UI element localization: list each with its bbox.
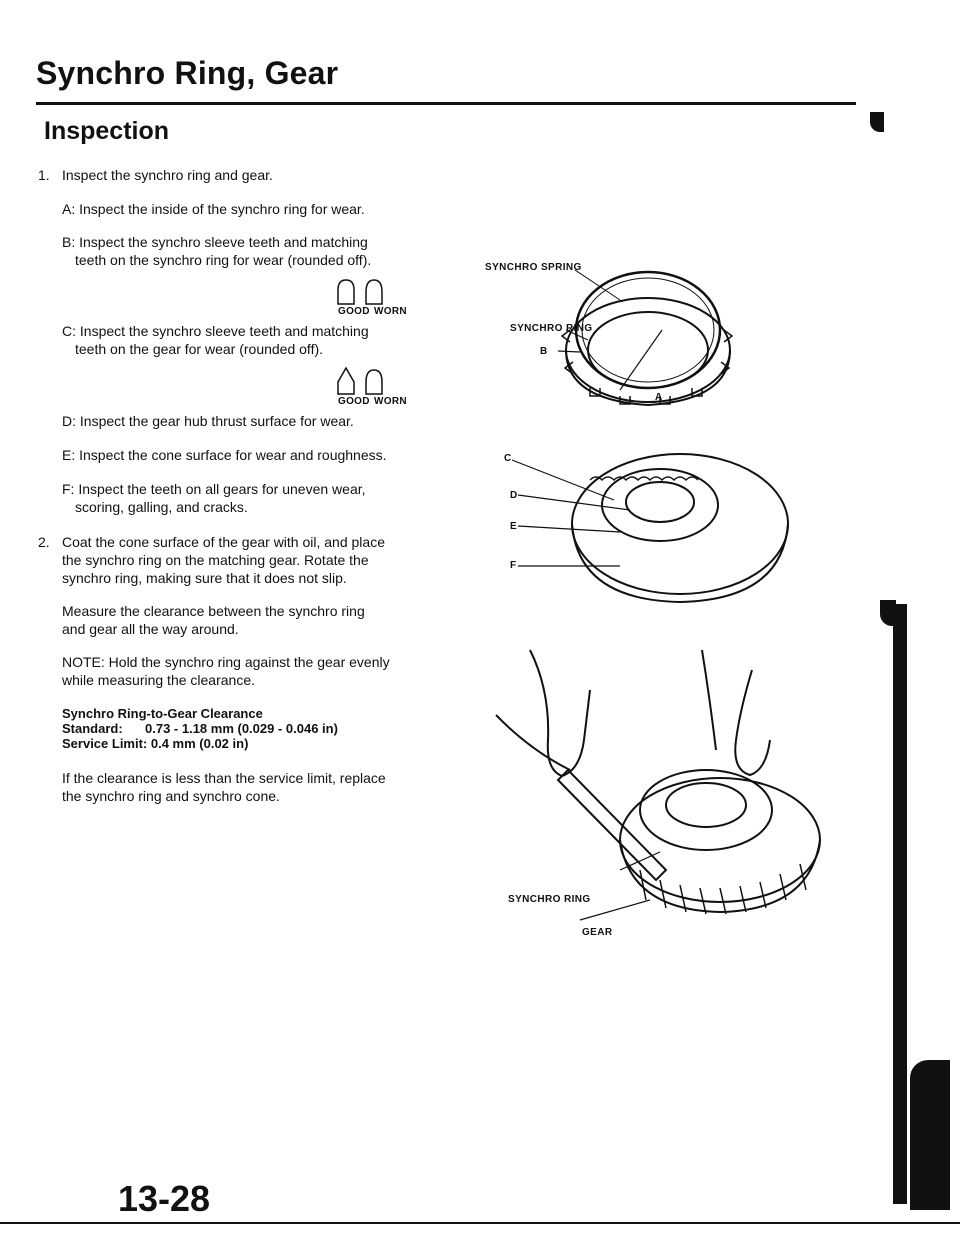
spec-title: Synchro Ring-to-Gear Clearance	[62, 706, 263, 721]
step-2-number: 2.	[38, 534, 50, 550]
feeler-gauge-shape	[558, 770, 666, 880]
label-synchro-ring-bottom: SYNCHRO RING	[508, 894, 591, 905]
corner-mark-bottom	[910, 1060, 950, 1210]
measure-line2: and gear all the way around.	[62, 621, 239, 637]
gear-teeth-figure	[334, 366, 414, 396]
caption-worn-2: WORN	[374, 396, 407, 407]
worn-tooth-shape	[366, 280, 382, 304]
synchro-gear-illustration	[470, 270, 840, 940]
item-b-line2: teeth on the synchro ring for wear (rounded off).	[75, 252, 372, 268]
result-line2: the synchro ring and synchro cone.	[62, 788, 280, 804]
label-b: B	[540, 346, 548, 357]
label-synchro-ring-top: SYNCHRO RING	[510, 323, 593, 334]
corner-mark-top	[870, 112, 884, 132]
item-c-line2: teeth on the gear for wear (rounded off).	[75, 341, 324, 357]
item-b-line1: B: Inspect the synchro sleeve teeth and matching	[62, 234, 368, 250]
step-2-line3: synchro ring, making sure that it does not slip.	[62, 570, 347, 586]
edge-bar-vertical	[893, 604, 907, 1204]
label-synchro-spring: SYNCHRO SPRING	[485, 262, 582, 273]
caption-good-1: GOOD	[338, 306, 370, 317]
result-line1: If the clearance is less than the service limit, replace	[62, 770, 386, 786]
spec-service-limit: Service Limit: 0.4 mm (0.02 in)	[62, 736, 249, 751]
good-gear-tooth-shape	[338, 368, 354, 394]
note-line2: while measuring the clearance.	[62, 672, 255, 688]
gear-bottom-shape	[620, 778, 820, 902]
item-d: D: Inspect the gear hub thrust surface for wear.	[62, 413, 354, 429]
gear-shape	[572, 454, 788, 594]
title-rule	[36, 102, 856, 105]
label-c: C	[504, 453, 512, 464]
hand-shape	[530, 650, 590, 776]
page-number: 13-28	[118, 1178, 211, 1219]
synchro-ring-teeth-figure	[334, 278, 414, 306]
footer-rule	[0, 1222, 960, 1224]
spec-standard-value: 0.73 - 1.18 mm (0.029 - 0.046 in)	[145, 721, 338, 736]
label-f: F	[510, 560, 517, 571]
item-a: A: Inspect the inside of the synchro ring for wear.	[62, 201, 365, 217]
label-a: A	[655, 392, 663, 403]
step-1-text: Inspect the synchro ring and gear.	[62, 167, 273, 183]
note-line1: NOTE: Hold the synchro ring against the gear evenly	[62, 654, 390, 670]
step-1-number: 1.	[38, 167, 50, 183]
good-tooth-shape	[338, 280, 354, 304]
worn-gear-tooth-shape	[366, 370, 382, 394]
label-e: E	[510, 521, 518, 532]
section-heading: Inspection	[44, 117, 170, 145]
spec-standard-label: Standard:	[62, 721, 123, 736]
label-gear: GEAR	[582, 927, 613, 938]
caption-worn-1: WORN	[374, 306, 407, 317]
step-2-line1: Coat the cone surface of the gear with oil, and place	[62, 534, 385, 550]
caption-good-2: GOOD	[338, 396, 370, 407]
item-f-line2: scoring, galling, and cracks.	[75, 499, 248, 515]
page-title: Synchro Ring, Gear	[36, 55, 339, 91]
item-c-line1: C: Inspect the synchro sleeve teeth and matching	[62, 323, 369, 339]
step-2-line2: the synchro ring on the matching gear. Rotate the	[62, 552, 369, 568]
measure-line1: Measure the clearance between the synchro ring	[62, 603, 365, 619]
item-f-line1: F: Inspect the teeth on all gears for uneven wear,	[62, 481, 366, 497]
label-d: D	[510, 490, 518, 501]
item-e: E: Inspect the cone surface for wear and roughness.	[62, 447, 387, 463]
